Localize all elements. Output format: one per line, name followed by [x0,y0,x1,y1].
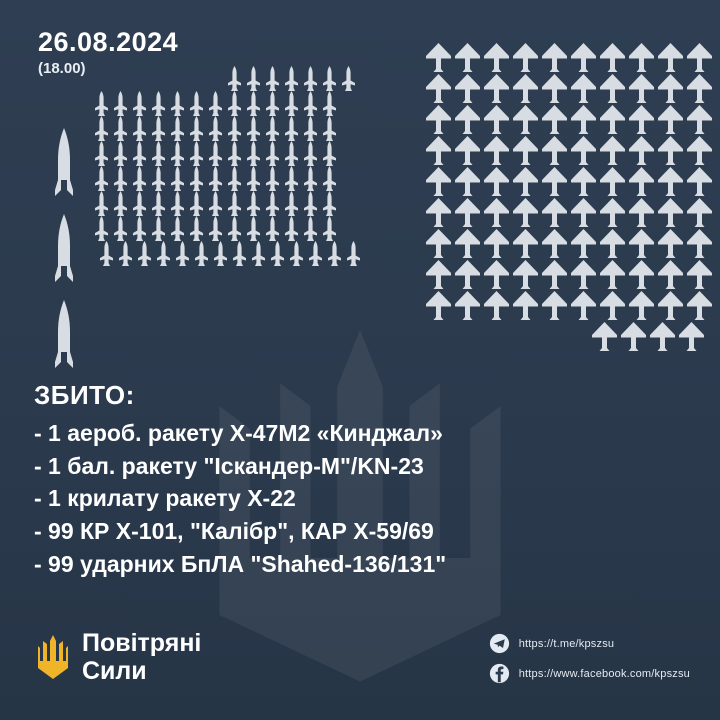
shahed-drone-icon [685,166,714,197]
shahed-drone-icon [453,228,482,259]
shahed-drone-icon [482,228,511,259]
cruise-missile-icon [225,91,244,116]
cruise-missile-icon [187,91,206,116]
social-link-telegram[interactable] [489,633,690,654]
cruise-missile-icon [168,141,187,166]
cruise-missile-icon [268,241,287,266]
cruise-missile-icon [282,91,301,116]
cruise-missile-icon [230,241,249,266]
shahed-drone-icon [482,135,511,166]
shahed-drone-icon [424,259,453,290]
shahed-drone-icon [627,166,656,197]
cruise-missile-icon [187,166,206,191]
cruise-missile-icon [282,141,301,166]
shahed-drone-icon [540,73,569,104]
shahed-drone-icon [482,166,511,197]
cruise-missile-icon [111,166,130,191]
cruise-missile-icon [154,241,173,266]
date-value: 26.08.2024 [38,27,179,57]
cruise-missile-icon [325,241,344,266]
shahed-drone-icon [677,321,706,352]
shahed-drone-icon [511,228,540,259]
shahed-drone-icon [482,42,511,73]
cruise-missile-icon [187,191,206,216]
cruise-missile-icon [282,66,301,91]
time-value: (18.00) [38,59,86,77]
shahed-drone-icon [424,197,453,228]
cruise-missile-icon [97,241,116,266]
cruise-missile-icon [263,191,282,216]
social-label-facebook: https://www.facebook.com/kpszsu [518,667,690,680]
drone-row [424,166,712,197]
trident-icon [38,635,68,679]
shahed-drone-icon [656,73,685,104]
drone-row [424,321,712,352]
missile-icon [53,128,75,196]
drone-row [424,73,712,104]
cruise-missile-icon [244,66,263,91]
shahed-drone-icon [656,259,685,290]
cruise-missile-icon [301,216,320,241]
shahed-drone-icon [627,135,656,166]
brand-block [38,629,201,687]
cruise-missile-icon [282,166,301,191]
shahed-drone-icon [540,166,569,197]
cruise-missile-icon [320,191,339,216]
shahed-drone-icon [685,73,714,104]
cruise-missile-icon [206,191,225,216]
report-line: - 1 аероб. ракету Х-47М2 «Кинджал» [34,420,443,446]
shahed-drone-icon [656,166,685,197]
shahed-drone-icon [511,135,540,166]
shahed-drone-icon [424,290,453,321]
cruise-missile-row [92,91,412,116]
shahed-drone-icon [627,228,656,259]
drone-row [424,259,712,290]
cruise-missile-icon [282,116,301,141]
cruise-missile-icon [92,116,111,141]
shahed-drone-icon [619,321,648,352]
shahed-drone-icon [453,104,482,135]
shahed-drone-icon [685,42,714,73]
shahed-drone-icon [569,197,598,228]
shahed-drone-icon [453,42,482,73]
drone-row [424,197,712,228]
shahed-drone-icon [598,290,627,321]
shahed-drone-icon [511,42,540,73]
cruise-missile-row [92,66,412,91]
shahed-drone-icon [656,290,685,321]
cruise-missile-icon [263,166,282,191]
cruise-missile-icon [282,216,301,241]
telegram-icon [489,633,510,654]
shahed-drone-icon [569,166,598,197]
shahed-drone-icon [424,73,453,104]
cruise-missile-icon [168,166,187,191]
shahed-drone-icon [627,290,656,321]
cruise-missile-icon [206,91,225,116]
shahed-drone-icon [685,104,714,135]
shahed-drone-icon [685,197,714,228]
shahed-drone-icon [540,42,569,73]
cruise-missile-icon [168,216,187,241]
drone-row [424,228,712,259]
cruise-missile-icon [135,241,154,266]
shahed-drone-icon [685,290,714,321]
cruise-missile-icon [301,141,320,166]
shahed-drone-icon [598,166,627,197]
shahed-drone-icon [424,228,453,259]
social-links [489,633,690,684]
cruise-missile-icon [301,116,320,141]
cruise-missile-row [92,116,412,141]
drone-grid [424,42,712,352]
shahed-drone-icon [569,73,598,104]
shahed-drone-icon [540,104,569,135]
shahed-drone-icon [627,42,656,73]
facebook-icon [489,663,510,684]
cruise-missile-icon [168,91,187,116]
social-label-telegram: https://t.me/kpszsu [518,637,615,650]
cruise-missile-icon [168,116,187,141]
shahed-drone-icon [540,290,569,321]
report-lines [34,417,700,580]
cruise-missile-icon [263,141,282,166]
shahed-drone-icon [569,104,598,135]
shahed-drone-icon [598,135,627,166]
social-link-facebook[interactable] [489,663,690,684]
shahed-drone-icon [453,73,482,104]
cruise-missile-row [92,216,412,241]
shahed-drone-icon [540,197,569,228]
report-line: - 99 ударних БпЛА "Shahed-136/131" [34,550,447,577]
shahed-drone-icon [598,42,627,73]
cruise-missile-icon [225,191,244,216]
shahed-drone-icon [569,135,598,166]
missile-icon [53,300,75,368]
cruise-missile-icon [225,216,244,241]
missile-icon [53,214,75,282]
shahed-drone-icon [540,259,569,290]
footer [0,612,720,720]
shahed-drone-icon [598,228,627,259]
cruise-missile-icon [301,166,320,191]
cruise-missile-row [92,141,412,166]
cruise-missile-icon [111,216,130,241]
cruise-missile-icon [320,141,339,166]
cruise-missile-icon [301,191,320,216]
shahed-drone-icon [453,197,482,228]
brand-line-1: Повітряні [82,628,202,657]
drone-row [424,42,712,73]
cruise-missile-icon [244,116,263,141]
brand-line-2: Сили [82,657,147,686]
drone-row [424,104,712,135]
shahed-drone-icon [424,104,453,135]
cruise-missile-icon [206,166,225,191]
cruise-missile-icon [130,191,149,216]
cruise-missile-icon [206,141,225,166]
shahed-drone-icon [424,135,453,166]
cruise-missile-icon [149,216,168,241]
shahed-drone-icon [627,73,656,104]
report-line: - 1 крилату ракету Х-22 [34,485,296,512]
drone-row [424,135,712,166]
shahed-drone-icon [656,135,685,166]
shahed-drone-icon [598,259,627,290]
cruise-missile-icon [211,241,230,266]
cruise-missile-icon [206,116,225,141]
cruise-missile-icon [130,141,149,166]
cruise-missile-icon [116,241,135,266]
shahed-drone-icon [598,197,627,228]
shahed-drone-icon [627,104,656,135]
cruise-missile-icon [225,116,244,141]
cruise-missile-icon [306,241,325,266]
cruise-missile-icon [92,166,111,191]
shahed-drone-icon [627,197,656,228]
shahed-drone-icon [590,321,619,352]
shahed-drone-icon [453,135,482,166]
cruise-missile-icon [187,216,206,241]
shahed-drone-icon [511,104,540,135]
shahed-drone-icon [648,321,677,352]
cruise-missile-icon [206,216,225,241]
shahed-drone-icon [656,228,685,259]
cruise-missile-icon [111,116,130,141]
shahed-drone-icon [511,290,540,321]
cruise-missile-icon [192,241,211,266]
cruise-missile-icon [92,191,111,216]
shahed-drone-icon [685,228,714,259]
cruise-missile-icon [149,116,168,141]
drone-row [424,290,712,321]
cruise-missile-icon [320,166,339,191]
shahed-drone-icon [685,259,714,290]
cruise-missile-icon [344,241,363,266]
cruise-missile-icon [244,141,263,166]
cruise-missile-icon [244,166,263,191]
report-line: - 99 КР Х-101, "Калібр", КАР Х-59/69 [34,517,434,544]
cruise-missile-icon [187,141,206,166]
cruise-missile-grid [92,66,412,266]
shahed-drone-icon [569,42,598,73]
cruise-missile-icon [244,91,263,116]
cruise-missile-icon [263,66,282,91]
cruise-missile-icon [263,116,282,141]
cruise-missile-icon [339,66,358,91]
shahed-drone-icon [656,42,685,73]
report-line: - 1 бал. ракету "Іскандер-М"/KN-23 [34,452,424,479]
shahed-drone-icon [511,259,540,290]
report-title: ЗБИТО: [34,380,135,410]
cruise-missile-icon [149,191,168,216]
cruise-missile-icon [130,91,149,116]
cruise-missile-icon [320,216,339,241]
shahed-drone-icon [424,166,453,197]
cruise-missile-icon [111,141,130,166]
shahed-drone-icon [569,228,598,259]
cruise-missile-icon [149,91,168,116]
cruise-missile-icon [287,241,306,266]
ballistic-missile-column [44,128,84,386]
shahed-drone-icon [424,42,453,73]
cruise-missile-icon [320,66,339,91]
shahed-drone-icon [511,166,540,197]
shahed-drone-icon [482,104,511,135]
shahed-drone-icon [685,135,714,166]
shahed-drone-icon [482,259,511,290]
shahed-drone-icon [453,166,482,197]
cruise-missile-icon [244,216,263,241]
cruise-missile-row [92,166,412,191]
cruise-missile-icon [225,166,244,191]
cruise-missile-row [92,241,412,266]
shahed-drone-icon [627,259,656,290]
shahed-drone-icon [598,73,627,104]
shahed-drone-icon [540,135,569,166]
shahed-drone-icon [598,104,627,135]
shahed-drone-icon [482,197,511,228]
cruise-missile-icon [301,91,320,116]
cruise-missile-icon [225,141,244,166]
shahed-drone-icon [540,228,569,259]
cruise-missile-icon [111,191,130,216]
cruise-missile-icon [301,66,320,91]
cruise-missile-icon [130,116,149,141]
cruise-missile-icon [149,141,168,166]
cruise-missile-icon [92,91,111,116]
cruise-missile-icon [320,91,339,116]
shahed-drone-icon [569,259,598,290]
cruise-missile-icon [92,216,111,241]
shahed-drone-icon [569,290,598,321]
shahed-drone-icon [482,73,511,104]
cruise-missile-icon [130,216,149,241]
cruise-missile-icon [249,241,268,266]
shahed-drone-icon [453,290,482,321]
cruise-missile-icon [149,166,168,191]
cruise-missile-icon [130,166,149,191]
shahed-drone-icon [511,197,540,228]
shahed-drone-icon [482,290,511,321]
cruise-missile-icon [320,116,339,141]
cruise-missile-icon [168,191,187,216]
cruise-missile-icon [263,216,282,241]
cruise-missile-icon [282,191,301,216]
cruise-missile-row [92,191,412,216]
cruise-missile-icon [263,91,282,116]
report-block [34,380,700,580]
cruise-missile-icon [225,66,244,91]
shahed-drone-icon [511,73,540,104]
shahed-drone-icon [656,104,685,135]
shahed-drone-icon [656,197,685,228]
cruise-missile-icon [173,241,192,266]
brand-text [82,629,201,687]
cruise-missile-icon [187,116,206,141]
cruise-missile-icon [111,91,130,116]
cruise-missile-icon [244,191,263,216]
shahed-drone-icon [453,259,482,290]
cruise-missile-icon [92,141,111,166]
